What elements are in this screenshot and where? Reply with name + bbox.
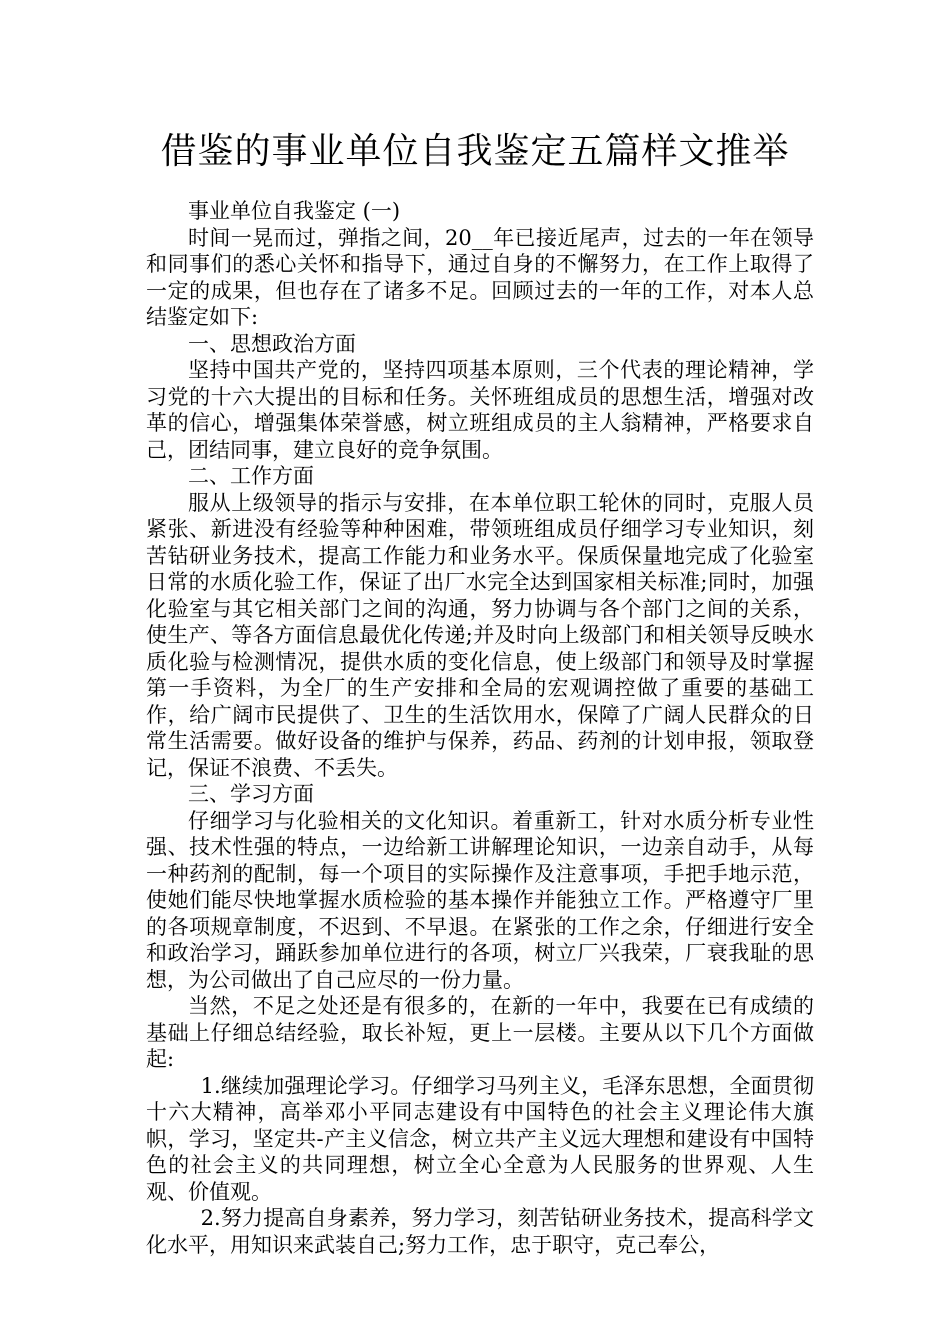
document-body — [146, 198, 814, 1258]
list-item: 2.努力提高自身素养，努力学习，刻苦钻研业务技术，提高科学文化水平，用知识来武装自己;努力工作，忠于职守，克己奉公， — [146, 1206, 814, 1257]
section-heading: 事业单位自我鉴定 (一) — [188, 199, 401, 223]
list-item: 1.继续加强理论学习。仔细学习马列主义，毛泽东思想，全面贯彻十六大精神，高举邓小平同志建设有中国特色的社会主义理论伟大旗帜，学习，坚定共-产主义信念，树立共产主义远大理想和建设有中国特色的社会主义的共同理想，树立全心全意为人民服务的世界观、人生观、价值观。 — [146, 1073, 814, 1204]
section-heading: 三、学习方面 — [188, 782, 314, 806]
section-heading: 一、思想政治方面 — [188, 331, 356, 356]
body-paragraph: 仔细学习与化验相关的文化知识。着重新工，针对水质分析专业性强、技术性强的特点，一边给新工讲解理论知识，一边亲自动手，从每一种药剂的配制，每一个项目的实际操作及注意事项，手把手地示范，使她们能尽快地掌握水质检验的基本操作并能独立工作。严格遵守厂里的各项规章制度，不迟到、不早退。在紧张的工作之余，仔细进行安全和政治学习，踊跃参加单位进行的各项，树立厂兴我荣，厂衰我耻的思想，为公司做出了自己应尽的一份力量。 — [146, 808, 814, 992]
section-heading: 二、工作方面 — [188, 464, 314, 488]
body-paragraph: 当然，不足之处还是有很多的，在新的一年中，我要在已有成绩的基础上仔细总结经验，取长补短，更上一层楼。主要从以下几个方面做起: — [146, 994, 814, 1071]
body-paragraph: 时间一晃而过，弹指之间，20__年已接近尾声，过去的一年在领导和同事们的悉心关怀和指导下，通过自身的不懈努力，在工作上取得了一定的成果，但也存在了诸多不足。回顾过去的一年的工作，对本人总结鉴定如下: — [146, 225, 814, 329]
document-title: 借鉴的事业单位自我鉴定五篇样文推举 — [160, 131, 790, 172]
body-paragraph: 坚持中国共产党的，坚持四项基本原则，三个代表的理论精神，学习党的十六大提出的目标和任务。关怀班组成员的思想生活，增强对改革的信心，增强集体荣誉感，树立班组成员的主人翁精神，严格要求自己，团结同事，建立良好的竞争氛围。 — [146, 358, 814, 462]
body-paragraph: 服从上级领导的指示与安排，在本单位职工轮休的同时，克服人员紧张、新进没有经验等种种困难，带领班组成员仔细学习专业知识，刻苦钻研业务技术，提高工作能力和业务水平。保质保量地完成了化验室日常的水质化验工作，保证了出厂水完全达到国家相关标准;同时，加强化验室与其它相关部门之间的沟通，努力协调与各个部门之间的关系，使生产、等各方面信息最优化传递;并及时向上级部门和相关领导反映水质化验与检测情况，提供水质的变化信息，使上级部门和领导及时掌握第一手资料，为全厂的生产安排和全局的宏观调控做了重要的基础工作，给广阔市民提供了、卫生的生活饮用水，保障了广阔人民群众的日常生活需要。做好设备的维护与保养，药品、药剂的计划申报，领取登记，保证不浪费、不丢失。 — [146, 490, 814, 780]
